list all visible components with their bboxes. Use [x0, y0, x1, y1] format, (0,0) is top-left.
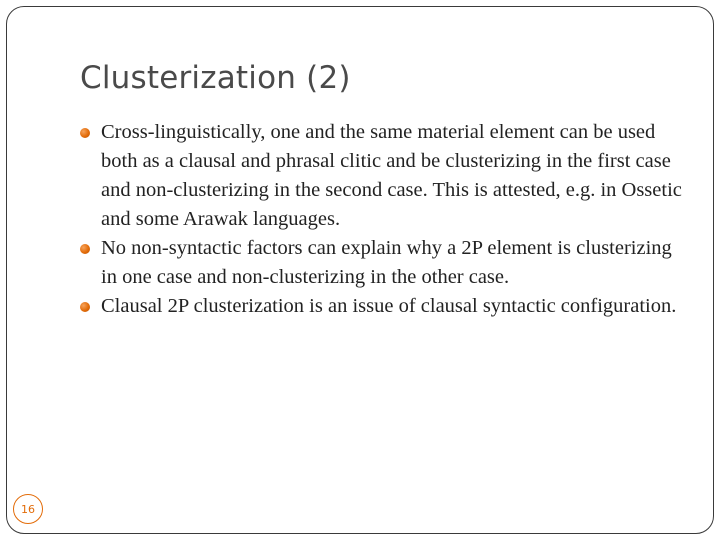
bullet-list — [78, 118, 690, 321]
orange-bullet-icon — [80, 244, 90, 254]
bullet-item — [78, 292, 690, 321]
slide-title: Clusterization (2) — [80, 60, 351, 96]
bullet-item — [78, 234, 690, 292]
bullet-text: Cross-linguistically, one and the same material element can be used both as a clausal and phrasal clitic and be clusterizing in the first case and non-clusterizing in the second case. This is attested, e.g. in Ossetic and some Arawak languages. — [101, 121, 682, 230]
page-number-badge — [13, 494, 43, 524]
bullet-text: Clausal 2P clusterization is an issue of clausal syntactic configuration. — [101, 295, 677, 317]
bullet-text: No non-syntactic factors can explain why a 2P element is clusterizing in one case and non-clusterizing in the other case. — [101, 237, 672, 288]
page-number: 16 — [21, 502, 35, 516]
bullet-item — [78, 118, 690, 234]
orange-bullet-icon — [80, 302, 90, 312]
orange-bullet-icon — [80, 128, 90, 138]
